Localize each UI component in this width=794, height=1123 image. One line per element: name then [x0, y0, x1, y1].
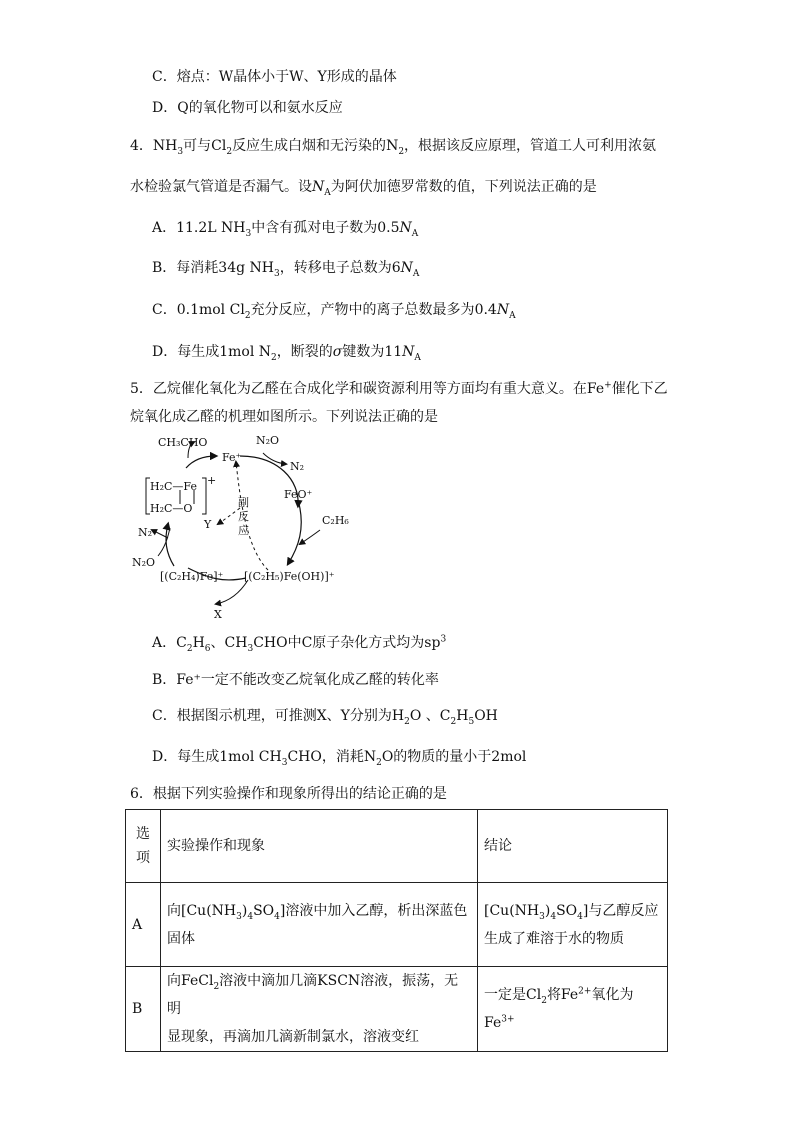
row-b-conclusion: 一定是$Cl_2$将$Fe^{2+}$氧化为 $Fe^{3+}$	[478, 967, 668, 1052]
label-c2h6: C₂H₆	[322, 514, 349, 527]
q4-option-d: D．每生成1mol $N_2$，断裂的σ键数为$11N_A$	[152, 344, 421, 363]
header-option: 选 项	[126, 810, 161, 883]
q3-option-c: C．熔点：W晶体小于W、Y形成的晶体	[152, 69, 397, 85]
label-complex-top: H₂C—Fe	[150, 480, 197, 493]
row-a-operation: 向$[Cu(NH_3)_4SO_4]$溶液中加入乙醇，析出深蓝色 固体	[161, 883, 478, 967]
label-complex-bottom: H₂C—O	[150, 502, 193, 515]
row-b-label: B	[126, 967, 161, 1052]
label-fe-plus: Fe⁺	[222, 451, 242, 464]
q5-option-a: A．$C_2H_6$、$CH_3CHO$中C原子杂化方式均为$sp^3$	[152, 634, 447, 654]
q5-option-c: C．根据图示机理，可推测X、Y分别为$H_2O$ 、$C_2H_5OH$	[152, 708, 498, 727]
label-x: X	[214, 608, 222, 621]
q6-table	[125, 809, 668, 1052]
q4-stem-line1: 4．$NH_3$可与$Cl_2$反应生成白烟和无污染的$N_2$，根据该反应原理，管道工人可利用浓氨	[130, 138, 657, 157]
label-y: Y	[204, 518, 212, 531]
label-complex-charge: +	[207, 474, 217, 487]
table-row-b	[126, 967, 668, 1052]
q3-option-d: D．Q的氧化物可以和氨水反应	[152, 100, 343, 116]
label-c2h4fe: [(C₂H₄)Fe]⁺	[160, 570, 224, 583]
q5-stem-line1: 5．乙烷催化氧化为乙醛在合成化学和碳资源利用等方面均有重大意义。在Fe+催化下乙	[130, 380, 668, 397]
q4-option-a: A．11.2L $NH_3$中含有孤对电子数为$0.5N_A$	[152, 220, 419, 239]
label-n2o-top: N₂O	[256, 434, 280, 447]
q4-option-b: B．每消耗34g $NH_3$，转移电子总数为$6N_A$	[152, 260, 420, 279]
label-n2-left: N₂	[138, 526, 153, 539]
label-c2h5feoh: [(C₂H₅)Fe(OH)]⁺	[244, 570, 335, 583]
label-n2o-left: N₂O	[132, 556, 156, 569]
header-conclusion: 结论	[478, 810, 668, 883]
q4-stem-line2: 水检验氯气管道是否漏气。设$N_A$为阿伏加德罗常数的值，下列说法正确的是	[130, 179, 597, 198]
row-a-conclusion: $[Cu(NH_3)_4SO_4]$与乙醇反应 生成了难溶于水的物质	[478, 883, 668, 967]
label-feo-plus: FeO⁺	[284, 488, 313, 501]
table-header-row	[126, 810, 668, 883]
row-b-operation: 向FeCl$_2$溶液中滴加几滴KSCN溶液，振荡，无明 显现象，再滴加几滴新制氯水，溶液变红	[161, 967, 478, 1052]
q6-stem: 6．根据下列实验操作和现象所得出的结论正确的是	[130, 786, 447, 802]
q5-option-d: D．每生成1mol $CH_3CHO$，消耗$N_2O$的物质的量小于2mol	[152, 749, 527, 768]
q4-option-c: C．0.1mol $Cl_2$充分反应，产物中的离子总数最多为$0.4N_A$	[152, 302, 516, 321]
table-row-a	[126, 883, 668, 967]
q5-stem-line2: 烷氧化成乙醛的机理如图所示。下列说法正确的是	[130, 409, 438, 425]
label-ying: 应	[238, 524, 249, 537]
label-ch3cho: CH₃CHO	[158, 436, 208, 449]
q5-option-b: B．Fe⁺一定不能改变乙烷氧化成乙醛的转化率	[152, 672, 439, 688]
label-fu: 副	[238, 496, 249, 509]
header-operation: 实验操作和现象	[161, 810, 478, 883]
row-a-label: A	[126, 883, 161, 967]
label-n2-top: N₂	[290, 460, 305, 473]
label-fan: 反	[238, 510, 249, 523]
mechanism-diagram	[128, 428, 368, 623]
